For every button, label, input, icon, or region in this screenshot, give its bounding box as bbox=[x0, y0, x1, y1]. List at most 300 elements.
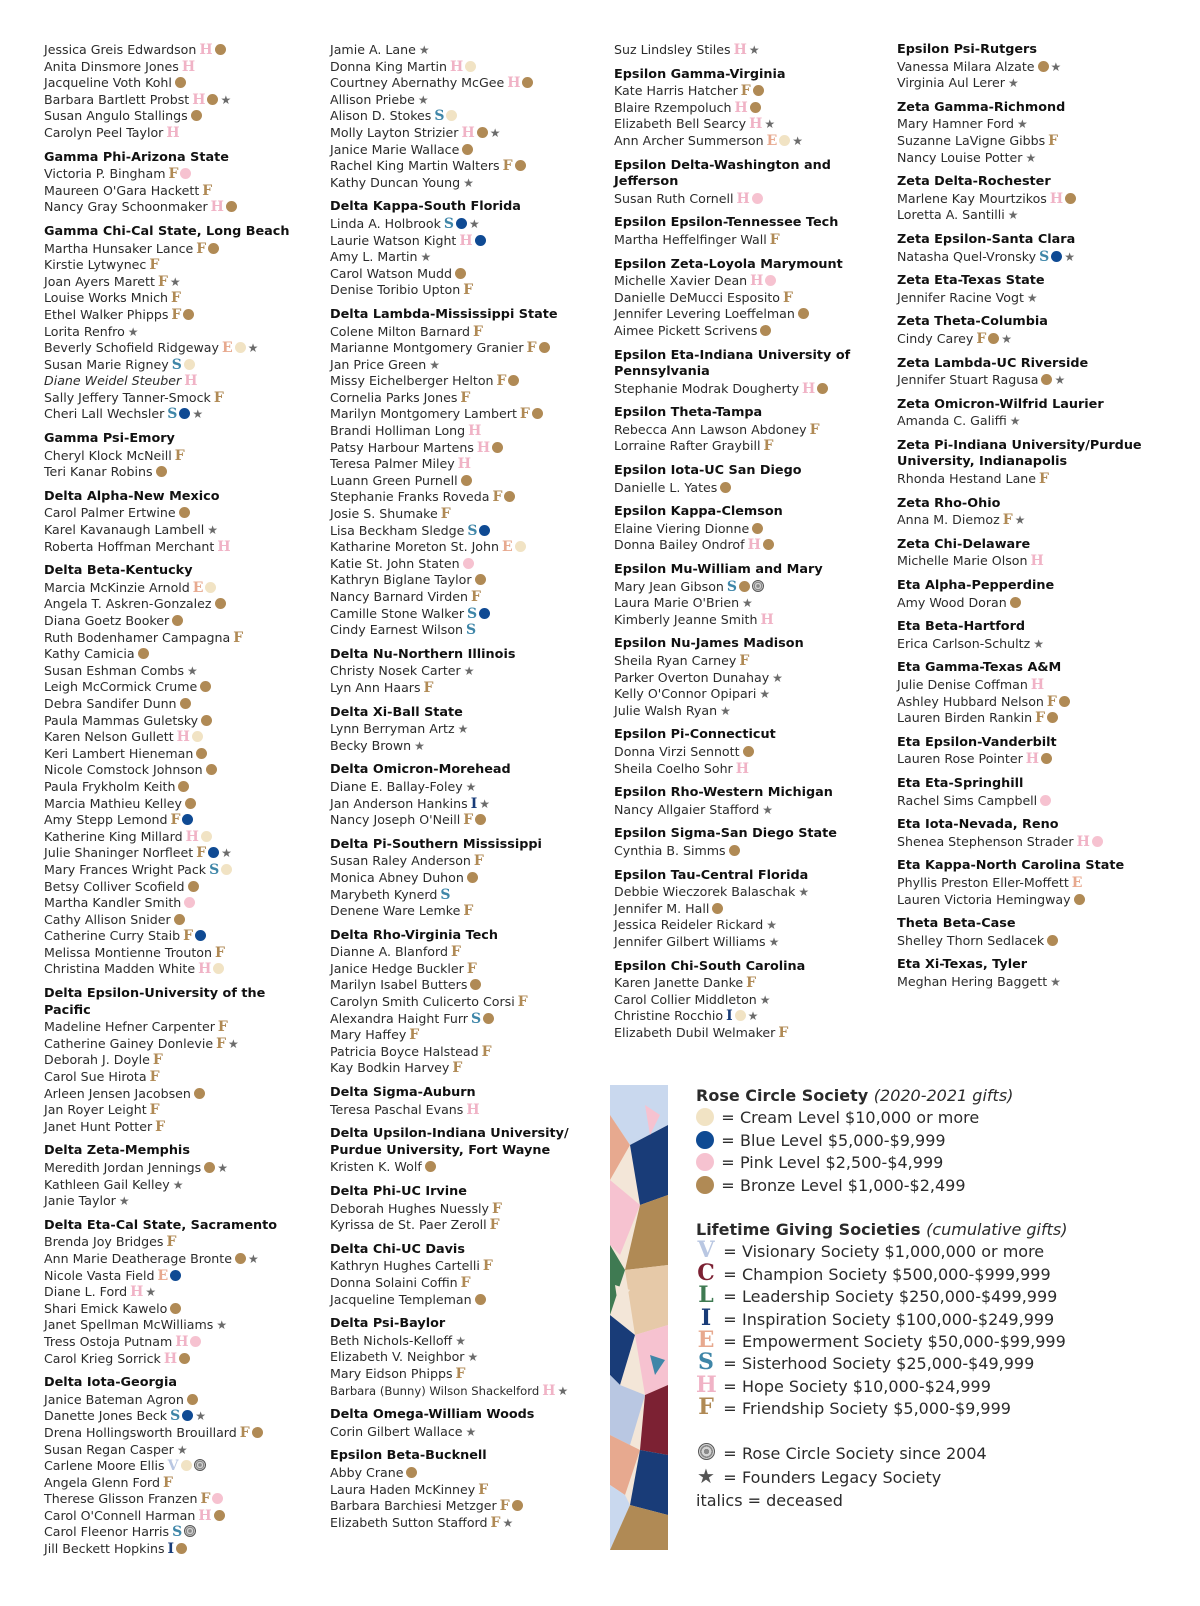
gift-marks bbox=[467, 523, 492, 538]
bronze-dot-icon bbox=[467, 872, 478, 883]
donor-name: Loretta A. Santilli bbox=[897, 207, 1005, 223]
star-icon: ★ bbox=[216, 1318, 228, 1333]
chapter-group bbox=[44, 563, 306, 978]
chapter-title: Gamma Chi-Cal State, Long Beach bbox=[44, 223, 290, 239]
donor-name: Mary Hamner Ford bbox=[897, 116, 1015, 132]
bronze-dot-icon bbox=[187, 1394, 198, 1405]
gift-marks bbox=[748, 537, 776, 552]
star-icon: ★ bbox=[220, 92, 232, 107]
chapter-group bbox=[897, 438, 1187, 488]
pink-dot-icon bbox=[1092, 836, 1103, 847]
chapter-title: Epsilon Nu-James Madison bbox=[614, 636, 804, 652]
star-icon: ★ bbox=[1001, 331, 1013, 346]
star-icon: ★ bbox=[118, 1194, 130, 1209]
bronze-dot-icon bbox=[760, 325, 771, 336]
gift-marks bbox=[202, 183, 214, 198]
donor-row bbox=[44, 290, 306, 307]
gift-marks bbox=[170, 1301, 183, 1316]
donor-row bbox=[614, 438, 876, 455]
chapter-group bbox=[614, 405, 876, 455]
donor-name: Kyrissa de St. Paer Zeroll bbox=[330, 1217, 487, 1233]
legend-label: Sisterhood Society $25,000-$49,999 bbox=[742, 1354, 1035, 1374]
empowerment-society-letter-icon: E bbox=[221, 340, 233, 357]
donor-name: Shelley Thorn Sedlacek bbox=[897, 932, 1045, 948]
donor-row bbox=[44, 845, 306, 862]
donor-name: Jennifer Stuart Ragusa bbox=[897, 372, 1039, 388]
rose-icon bbox=[194, 1459, 206, 1471]
gift-marks bbox=[458, 456, 473, 471]
donor-row bbox=[330, 233, 592, 250]
hope-society-letter-icon: H bbox=[734, 99, 748, 116]
donor-row bbox=[44, 183, 306, 200]
donor-row bbox=[330, 75, 592, 92]
star-icon: ★ bbox=[469, 216, 480, 231]
gift-marks bbox=[466, 622, 478, 637]
bronze-dot-icon bbox=[200, 681, 211, 692]
bronze-dot-icon bbox=[172, 615, 183, 626]
donor-name: Mary Haffey bbox=[330, 1027, 407, 1043]
gift-marks bbox=[222, 340, 260, 355]
donor-name: Shenea Stephenson Strader bbox=[897, 833, 1074, 849]
donor-row bbox=[897, 191, 1187, 208]
donor-row bbox=[614, 761, 876, 778]
gift-marks bbox=[1072, 875, 1085, 890]
donor-row bbox=[44, 199, 306, 216]
star-icon: ★ bbox=[1017, 117, 1028, 132]
donor-name: Carol Watson Mudd bbox=[330, 265, 453, 281]
legend-label: Inspiration Society $100,000-$249,999 bbox=[742, 1309, 1055, 1329]
hope-society-letter-icon: H bbox=[802, 380, 816, 397]
chapter-title: Delta Alpha-New Mexico bbox=[44, 488, 220, 504]
chapter-title: Epsilon Theta-Tampa bbox=[614, 405, 763, 421]
donor-row bbox=[330, 266, 592, 283]
friendship-society-letter-icon: F bbox=[470, 589, 481, 605]
gift-marks bbox=[425, 1159, 438, 1174]
gift-marks bbox=[1040, 793, 1053, 808]
star-icon: ★ bbox=[697, 1464, 715, 1489]
donor-row bbox=[44, 1102, 306, 1119]
donor-name: Jill Beckett Hopkins bbox=[44, 1541, 165, 1557]
gift-marks bbox=[440, 887, 452, 902]
sisterhood-society-letter-icon: S bbox=[171, 356, 182, 373]
hope-society-letter-icon: H bbox=[749, 116, 763, 133]
friendship-society-letter-icon: F bbox=[1048, 132, 1059, 149]
chapter-group bbox=[897, 619, 1187, 652]
donor-name: Danielle DeMucci Esposito bbox=[614, 289, 780, 305]
star-icon: ★ bbox=[187, 663, 198, 678]
chapter-title: Zeta Epsilon-Santa Clara bbox=[897, 231, 1076, 247]
donor-row bbox=[330, 373, 592, 390]
cream-dot-icon bbox=[735, 1010, 746, 1021]
gift-marks bbox=[218, 1019, 230, 1034]
gift-marks bbox=[1048, 133, 1060, 148]
donor-row bbox=[330, 961, 592, 978]
donor-name: Laurie Watson Kight bbox=[330, 232, 457, 248]
donor-row bbox=[897, 116, 1187, 133]
donor-name: Ruth Bodenhamer Campagna bbox=[44, 629, 231, 645]
donor-row bbox=[44, 713, 306, 730]
gift-marks bbox=[1041, 372, 1067, 387]
friendship-society-letter-icon: F bbox=[213, 389, 224, 406]
gift-marks bbox=[798, 306, 811, 321]
donor-name: Betsy Colliver Scofield bbox=[44, 878, 185, 894]
friendship-society-letter-icon: F bbox=[746, 975, 757, 992]
donor-row bbox=[614, 744, 876, 761]
bronze-dot-icon bbox=[696, 1176, 714, 1194]
star-icon: ★ bbox=[228, 1036, 239, 1051]
legend-label: Empowerment Society $50,000-$99,999 bbox=[742, 1332, 1066, 1352]
donor-row bbox=[614, 232, 876, 249]
gift-marks bbox=[466, 1102, 481, 1117]
chapter-title: Epsilon Delta-Washington and Jefferson bbox=[614, 157, 831, 190]
sisterhood-society-letter-icon: S bbox=[434, 108, 445, 125]
donor-name: Carol Sue Hirota bbox=[44, 1069, 147, 1085]
donor-row bbox=[330, 282, 592, 299]
gift-marks bbox=[156, 464, 169, 479]
friendship-society-letter-icon: F bbox=[152, 1052, 163, 1069]
donor-name: Stephanie Franks Roveda bbox=[330, 489, 490, 505]
bronze-dot-icon bbox=[176, 1543, 187, 1554]
chapter-group bbox=[614, 785, 876, 818]
blue-dot-icon bbox=[475, 235, 486, 246]
empowerment-society-letter-icon: E bbox=[697, 1327, 715, 1354]
donor-row bbox=[330, 249, 592, 266]
gift-marks bbox=[463, 903, 475, 918]
donor-row bbox=[44, 1491, 306, 1508]
blue-dot-icon bbox=[179, 408, 190, 419]
donor-name: Nancy Joseph O'Neill bbox=[330, 812, 461, 828]
bronze-dot-icon bbox=[798, 308, 809, 319]
donor-name: Parker Overton Dunahay bbox=[614, 669, 770, 685]
donor-row bbox=[44, 340, 306, 357]
gift-marks bbox=[157, 1268, 183, 1283]
donor-row bbox=[330, 539, 592, 556]
friendship-society-letter-icon: F bbox=[155, 1118, 166, 1135]
friendship-society-letter-icon: F bbox=[499, 1498, 510, 1515]
gift-marks bbox=[196, 241, 221, 256]
chapter-group bbox=[44, 1375, 306, 1558]
donor-name: Nicole Comstock Johnson bbox=[44, 762, 203, 778]
gift-marks bbox=[478, 1482, 490, 1497]
friendship-society-letter-icon: F bbox=[239, 1424, 250, 1441]
chapter-title: Delta Xi-Ball State bbox=[330, 704, 463, 720]
donor-column-1 bbox=[44, 42, 306, 1566]
donor-row bbox=[614, 670, 876, 687]
hope-society-letter-icon: H bbox=[468, 423, 482, 440]
gift-marks bbox=[168, 1541, 190, 1556]
gift-marks bbox=[466, 779, 479, 794]
donor-name: Angela T. Askren-Gonzalez bbox=[44, 596, 212, 612]
gift-marks bbox=[460, 390, 472, 405]
hope-society-letter-icon: H bbox=[466, 1101, 480, 1118]
donor-row bbox=[330, 1201, 592, 1218]
gift-marks bbox=[482, 1044, 494, 1059]
visionary-society-letter-icon: V bbox=[697, 1237, 715, 1264]
donor-name: Patricia Boyce Halstead bbox=[330, 1043, 479, 1059]
hope-society-letter-icon: H bbox=[696, 1371, 717, 1398]
legend-row bbox=[696, 1371, 1166, 1398]
star-icon: ★ bbox=[768, 934, 780, 949]
donor-row bbox=[330, 944, 592, 961]
friendship-society-letter-icon: F bbox=[166, 1234, 177, 1251]
sisterhood-society-letter-icon: S bbox=[167, 406, 178, 423]
donor-row bbox=[614, 273, 876, 290]
equals-sign: = bbox=[723, 1309, 737, 1329]
donor-row bbox=[44, 522, 306, 539]
donor-name: Courtney Abernathy McGee bbox=[330, 75, 505, 91]
gift-marks bbox=[214, 390, 226, 405]
gift-marks bbox=[233, 630, 245, 645]
donor-row bbox=[614, 802, 876, 819]
donor-row bbox=[44, 406, 306, 423]
gift-marks bbox=[414, 738, 427, 753]
friendship-society-letter-icon: F bbox=[782, 289, 793, 306]
gift-marks bbox=[216, 1317, 229, 1332]
donor-row bbox=[897, 249, 1187, 266]
donor-row bbox=[44, 945, 306, 962]
donor-name: Mary Jean Gibson bbox=[614, 578, 724, 594]
donor-name: Allison Priebe bbox=[330, 91, 415, 107]
gift-marks bbox=[198, 1508, 226, 1523]
bronze-dot-icon bbox=[179, 507, 190, 518]
donor-row bbox=[330, 1515, 592, 1532]
legend-panel bbox=[610, 1085, 1190, 1565]
gift-marks bbox=[177, 1442, 190, 1457]
donor-name: Carol Palmer Ertwine bbox=[44, 505, 176, 521]
donor-name: Madeline Hefner Carpenter bbox=[44, 1019, 215, 1035]
blue-dot-icon bbox=[208, 847, 219, 858]
donor-name: Blaire Rzempoluch bbox=[614, 99, 732, 115]
donor-name: Katherine King Millard bbox=[44, 828, 183, 844]
bronze-dot-icon bbox=[729, 845, 740, 856]
donor-name: Teri Kanar Robins bbox=[44, 464, 153, 480]
donor-row bbox=[44, 862, 306, 879]
gift-marks bbox=[763, 438, 775, 453]
hope-society-letter-icon: H bbox=[459, 232, 473, 249]
donor-name: Amy Wood Doran bbox=[897, 594, 1007, 610]
donor-name: Amy L. Martin bbox=[330, 249, 418, 265]
equals-sign: = bbox=[721, 1175, 735, 1195]
donor-name: Meghan Hering Baggett bbox=[897, 973, 1048, 989]
rose-icon bbox=[184, 1525, 196, 1537]
gift-marks bbox=[192, 92, 233, 107]
donor-name: Barbara (Bunny) Wilson Shackelford bbox=[330, 1383, 540, 1398]
donor-row bbox=[897, 677, 1187, 694]
star-icon: ★ bbox=[417, 92, 429, 107]
chapter-group bbox=[614, 868, 876, 951]
donor-row bbox=[330, 1424, 592, 1441]
gift-marks bbox=[193, 580, 219, 595]
donor-row bbox=[897, 553, 1187, 570]
donor-name: Mary Frances Wright Pack bbox=[44, 861, 207, 877]
donor-row bbox=[44, 613, 306, 630]
bronze-dot-icon bbox=[512, 1500, 523, 1511]
blue-dot-icon bbox=[182, 1410, 193, 1421]
donor-row bbox=[44, 324, 306, 341]
donor-name: Cathy Allison Snider bbox=[44, 911, 171, 927]
blue-dot-icon bbox=[479, 525, 490, 536]
chapter-group bbox=[897, 537, 1187, 570]
friendship-society-letter-icon: F bbox=[463, 812, 474, 829]
empowerment-society-letter-icon: E bbox=[766, 132, 778, 149]
bronze-dot-icon bbox=[201, 715, 212, 726]
legend-row bbox=[696, 1327, 1166, 1354]
donor-row bbox=[897, 372, 1187, 389]
chapter-group bbox=[897, 314, 1187, 347]
gift-marks bbox=[461, 1275, 473, 1290]
gift-marks bbox=[462, 142, 475, 157]
donor-name: Marybeth Kynerd bbox=[330, 886, 438, 902]
cream-dot-icon bbox=[235, 342, 246, 353]
donor-name: Christine Rocchio bbox=[614, 1008, 724, 1024]
gift-marks bbox=[475, 572, 488, 587]
blue-dot-icon bbox=[479, 608, 490, 619]
hope-society-letter-icon: H bbox=[192, 91, 206, 108]
chapter-title: Zeta Delta-Rochester bbox=[897, 174, 1051, 190]
gift-marks bbox=[1010, 595, 1023, 610]
donor-name: Aimee Pickett Scrivens bbox=[614, 322, 758, 338]
star-icon: ★ bbox=[455, 1333, 466, 1348]
chapter-title: Epsilon Eta-Indiana University of Pennsylvania bbox=[614, 347, 851, 380]
donor-name: Cheri Lall Wechsler bbox=[44, 406, 165, 422]
donor-row bbox=[897, 694, 1187, 711]
donor-row bbox=[330, 423, 592, 440]
donor-row bbox=[44, 679, 306, 696]
chapter-group bbox=[330, 1448, 592, 1531]
star-icon: ★ bbox=[176, 1442, 188, 1457]
gift-marks bbox=[471, 589, 483, 604]
friendship-society-letter-icon: F bbox=[196, 240, 207, 257]
donor-name: Susan Eshman Combs bbox=[44, 662, 185, 678]
gift-marks bbox=[194, 1086, 207, 1101]
gift-marks bbox=[1031, 677, 1046, 692]
friendship-society-letter-icon: F bbox=[778, 1024, 789, 1041]
gift-marks bbox=[798, 884, 811, 899]
gift-marks bbox=[752, 521, 765, 536]
donor-name: Janet Spellman McWilliams bbox=[44, 1317, 214, 1333]
donor-row bbox=[614, 116, 876, 133]
gift-marks bbox=[158, 274, 183, 289]
star-icon: ★ bbox=[502, 1515, 514, 1530]
donor-name: Susan Regan Casper bbox=[44, 1441, 174, 1457]
donor-row bbox=[44, 663, 306, 680]
donor-name: Debra Sandifer Dunn bbox=[44, 695, 177, 711]
chapter-group bbox=[614, 826, 876, 859]
rose-icon bbox=[698, 1443, 715, 1460]
legend-row bbox=[696, 1175, 1166, 1197]
donor-row bbox=[44, 696, 306, 713]
hope-society-letter-icon: H bbox=[457, 456, 471, 473]
chapter-title: Epsilon Rho-Western Michigan bbox=[614, 785, 833, 801]
donor-row bbox=[44, 539, 306, 556]
donor-row bbox=[330, 125, 592, 142]
equals-sign: = bbox=[721, 1130, 735, 1150]
gift-marks bbox=[198, 961, 226, 976]
equals-sign: = bbox=[723, 1376, 737, 1396]
gift-marks bbox=[166, 125, 181, 140]
sisterhood-society-letter-icon: S bbox=[470, 1010, 482, 1027]
bronze-dot-icon bbox=[515, 160, 526, 171]
star-icon: ★ bbox=[195, 1409, 206, 1424]
gift-marks bbox=[507, 75, 535, 90]
donor-row bbox=[330, 738, 592, 755]
chapter-group bbox=[44, 1143, 306, 1209]
donor-column-2 bbox=[330, 42, 592, 1539]
friendship-society-letter-icon: F bbox=[149, 1069, 160, 1086]
donor-row bbox=[330, 606, 592, 623]
donor-name: Julie Walsh Ryan bbox=[614, 702, 718, 718]
chapter-title: Epsilon Zeta-Loyola Marymount bbox=[614, 256, 843, 272]
donor-name: Kathy Camicia bbox=[44, 646, 135, 662]
star-icon: ★ bbox=[463, 175, 474, 190]
donor-name: Josie S. Shumake bbox=[330, 506, 438, 522]
donor-name: Sheila Ryan Carney bbox=[614, 653, 737, 668]
donor-name: Karen Janette Danke bbox=[614, 975, 744, 991]
chapter-group bbox=[330, 928, 592, 1077]
donor-row bbox=[330, 1482, 592, 1499]
friendship-society-letter-icon: F bbox=[492, 1200, 502, 1217]
hope-society-letter-icon: H bbox=[476, 439, 491, 456]
gift-marks bbox=[1026, 751, 1054, 766]
friendship-society-letter-icon: F bbox=[1046, 693, 1057, 710]
donor-row bbox=[614, 1025, 876, 1042]
star-icon: ★ bbox=[221, 846, 232, 861]
bronze-dot-icon bbox=[461, 475, 472, 486]
bronze-dot-icon bbox=[1038, 61, 1049, 72]
bronze-dot-icon bbox=[483, 1013, 494, 1024]
bronze-dot-icon bbox=[406, 1467, 417, 1478]
sisterhood-society-letter-icon: S bbox=[170, 1408, 181, 1425]
friendship-society-letter-icon: F bbox=[217, 1019, 228, 1036]
chapter-title: Zeta Rho-Ohio bbox=[897, 495, 1001, 511]
gift-marks bbox=[518, 994, 530, 1009]
donor-name: Michelle Xavier Dean bbox=[614, 273, 748, 289]
hope-society-letter-icon: H bbox=[181, 58, 196, 75]
donor-name: Kathleen Gail Kelley bbox=[44, 1176, 170, 1192]
donor-row bbox=[614, 917, 876, 934]
donor-name: Laura Haden McKinney bbox=[330, 1481, 476, 1497]
chapter-title: Delta Sigma-Auburn bbox=[330, 1085, 476, 1101]
friendship-society-letter-icon: F bbox=[171, 290, 181, 307]
star-icon: ★ bbox=[1025, 150, 1037, 165]
chapter-title: Zeta Omicron-Wilfrid Laurier bbox=[897, 396, 1104, 412]
donor-name: Susan Raley Anderson bbox=[330, 853, 471, 869]
donor-name: Marlene Kay Mourtzikos bbox=[897, 190, 1047, 206]
bronze-dot-icon bbox=[179, 1353, 190, 1364]
donor-row bbox=[614, 537, 876, 554]
chapter-group bbox=[614, 504, 876, 554]
friendship-society-letter-icon: F bbox=[463, 903, 474, 920]
donor-row bbox=[330, 1044, 592, 1061]
donor-column-3 bbox=[614, 42, 876, 1049]
friendship-society-letter-icon: F bbox=[409, 1027, 420, 1044]
donor-name: Lynn Berryman Artz bbox=[330, 721, 455, 737]
gift-marks bbox=[490, 1217, 502, 1232]
donor-name: Deborah Hughes Nuessly bbox=[330, 1200, 489, 1216]
donor-row bbox=[330, 663, 592, 680]
gift-marks bbox=[1050, 974, 1063, 989]
chapter-group bbox=[897, 776, 1187, 809]
chapter-title: Delta Beta-Kentucky bbox=[44, 563, 193, 579]
bronze-dot-icon bbox=[207, 94, 218, 105]
chapter-title: Eta Eta-Springhill bbox=[897, 775, 1024, 791]
pink-dot-icon bbox=[752, 193, 763, 204]
gift-marks bbox=[712, 901, 725, 916]
friendship-society-letter-icon: F bbox=[976, 330, 987, 347]
donor-name: Beth Nichols-Kelloff bbox=[330, 1332, 453, 1348]
friendship-society-letter-icon: F bbox=[460, 1274, 471, 1291]
gift-marks bbox=[770, 232, 782, 247]
